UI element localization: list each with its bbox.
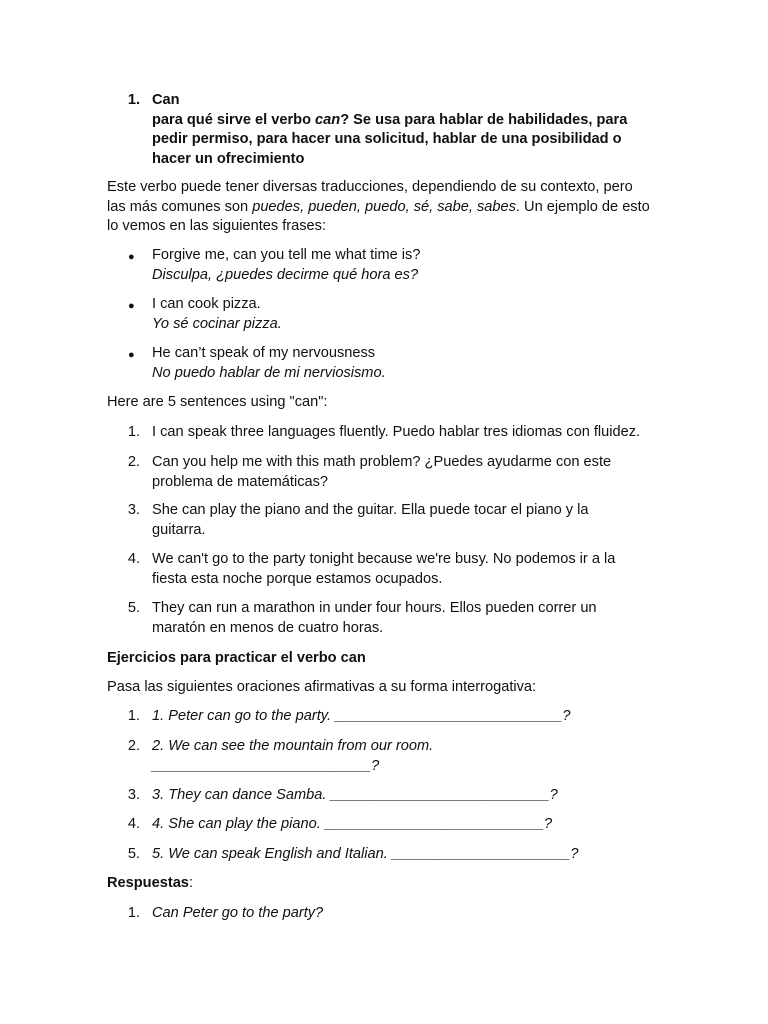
heading-number: 1. (127, 92, 140, 108)
heading-desc-before: para qué sirve el verbo (152, 111, 316, 128)
list-number: 1. (127, 708, 140, 724)
list-item (152, 344, 672, 383)
list-item (152, 295, 672, 334)
intro-paragraph (107, 178, 652, 237)
heading-desc-after: ? Se usa para hablar de habilidades, para pedir permiso, para hacer una solicitud, hablar de una posibilidad o hacer un ofrecimiento (152, 111, 628, 167)
answers-heading (107, 874, 667, 894)
bullet-icon: ● (128, 251, 135, 263)
intro-italic: puedes, pueden, puedo, sé, sabe, sabes (252, 198, 516, 215)
intro-before: Este verbo puede tener diversas traducciones, dependiendo de su contexto, pero las más comunes son (107, 179, 633, 215)
exercise-item: 4. She can play the piano. ___________________________? (152, 816, 553, 832)
list-item: She can play the piano and the guitar. Ella puede tocar el piano y la guitarra. (152, 502, 589, 538)
sentences-intro: Here are 5 sentences using "can": (107, 394, 328, 410)
exercise-item: 3. They can dance Samba. ___________________________? (152, 787, 558, 803)
heading-block (152, 91, 652, 169)
list-item: They can run a marathon in under four hours. Ellos pueden correr un maratón en menos de cuatro horas. (152, 600, 597, 636)
example-english: He can’t speak of my nervousness (152, 345, 376, 361)
example-english: Forgive me, can you tell me what time is? (152, 247, 421, 263)
example-spanish: No puedo hablar de mi nerviosismo. (152, 364, 386, 381)
list-number: 3. (127, 787, 140, 803)
list-item: I can speak three languages fluently. Puedo hablar tres idiomas con fluidez. (152, 424, 641, 440)
exercises-title: Ejercicios para practicar el verbo can (107, 650, 366, 666)
exercise-item: 5. We can speak English and Italian. ______________________? (152, 846, 579, 862)
list-item: Can you help me with this math problem? ¿Puedes ayudarme con este problema de matemáticas? (152, 454, 612, 490)
answers-colon: : (188, 875, 193, 891)
list-item: We can't go to the party tonight because we're busy. No podemos ir a la fiesta esta noche porque estamos ocupados. (152, 551, 616, 587)
list-number: 1. (127, 424, 140, 440)
list-number: 2. (127, 738, 140, 754)
answers-title: Respuestas (107, 875, 189, 891)
list-number: 4. (127, 551, 140, 567)
bullet-icon: ● (128, 300, 135, 312)
example-spanish: Yo sé cocinar pizza. (152, 315, 282, 332)
list-number: 3. (127, 502, 140, 518)
exercises-instruction: Pasa las siguientes oraciones afirmativas a su forma interrogativa: (107, 679, 537, 695)
heading-description (152, 111, 652, 170)
exercise-item: 1. Peter can go to the party. ____________________________? (152, 708, 571, 724)
list-number: 5. (127, 600, 140, 616)
heading-desc-italic: can (315, 111, 341, 128)
heading-title: Can (152, 92, 180, 108)
list-number: 5. (127, 846, 140, 862)
list-number: 2. (127, 454, 140, 470)
exercise-item: 2. We can see the mountain from our room. ___________________________? (152, 738, 434, 774)
list-number: 4. (127, 816, 140, 832)
example-english: I can cook pizza. (152, 296, 261, 312)
list-item (152, 246, 672, 285)
bullet-icon: ● (128, 349, 135, 361)
intro-after: . Un ejemplo de esto lo vemos en las siguientes frases: (107, 198, 650, 234)
list-number: 1. (127, 905, 140, 921)
answer-item: Can Peter go to the party? (152, 905, 324, 921)
example-spanish: Disculpa, ¿puedes decirme qué hora es? (152, 266, 419, 283)
